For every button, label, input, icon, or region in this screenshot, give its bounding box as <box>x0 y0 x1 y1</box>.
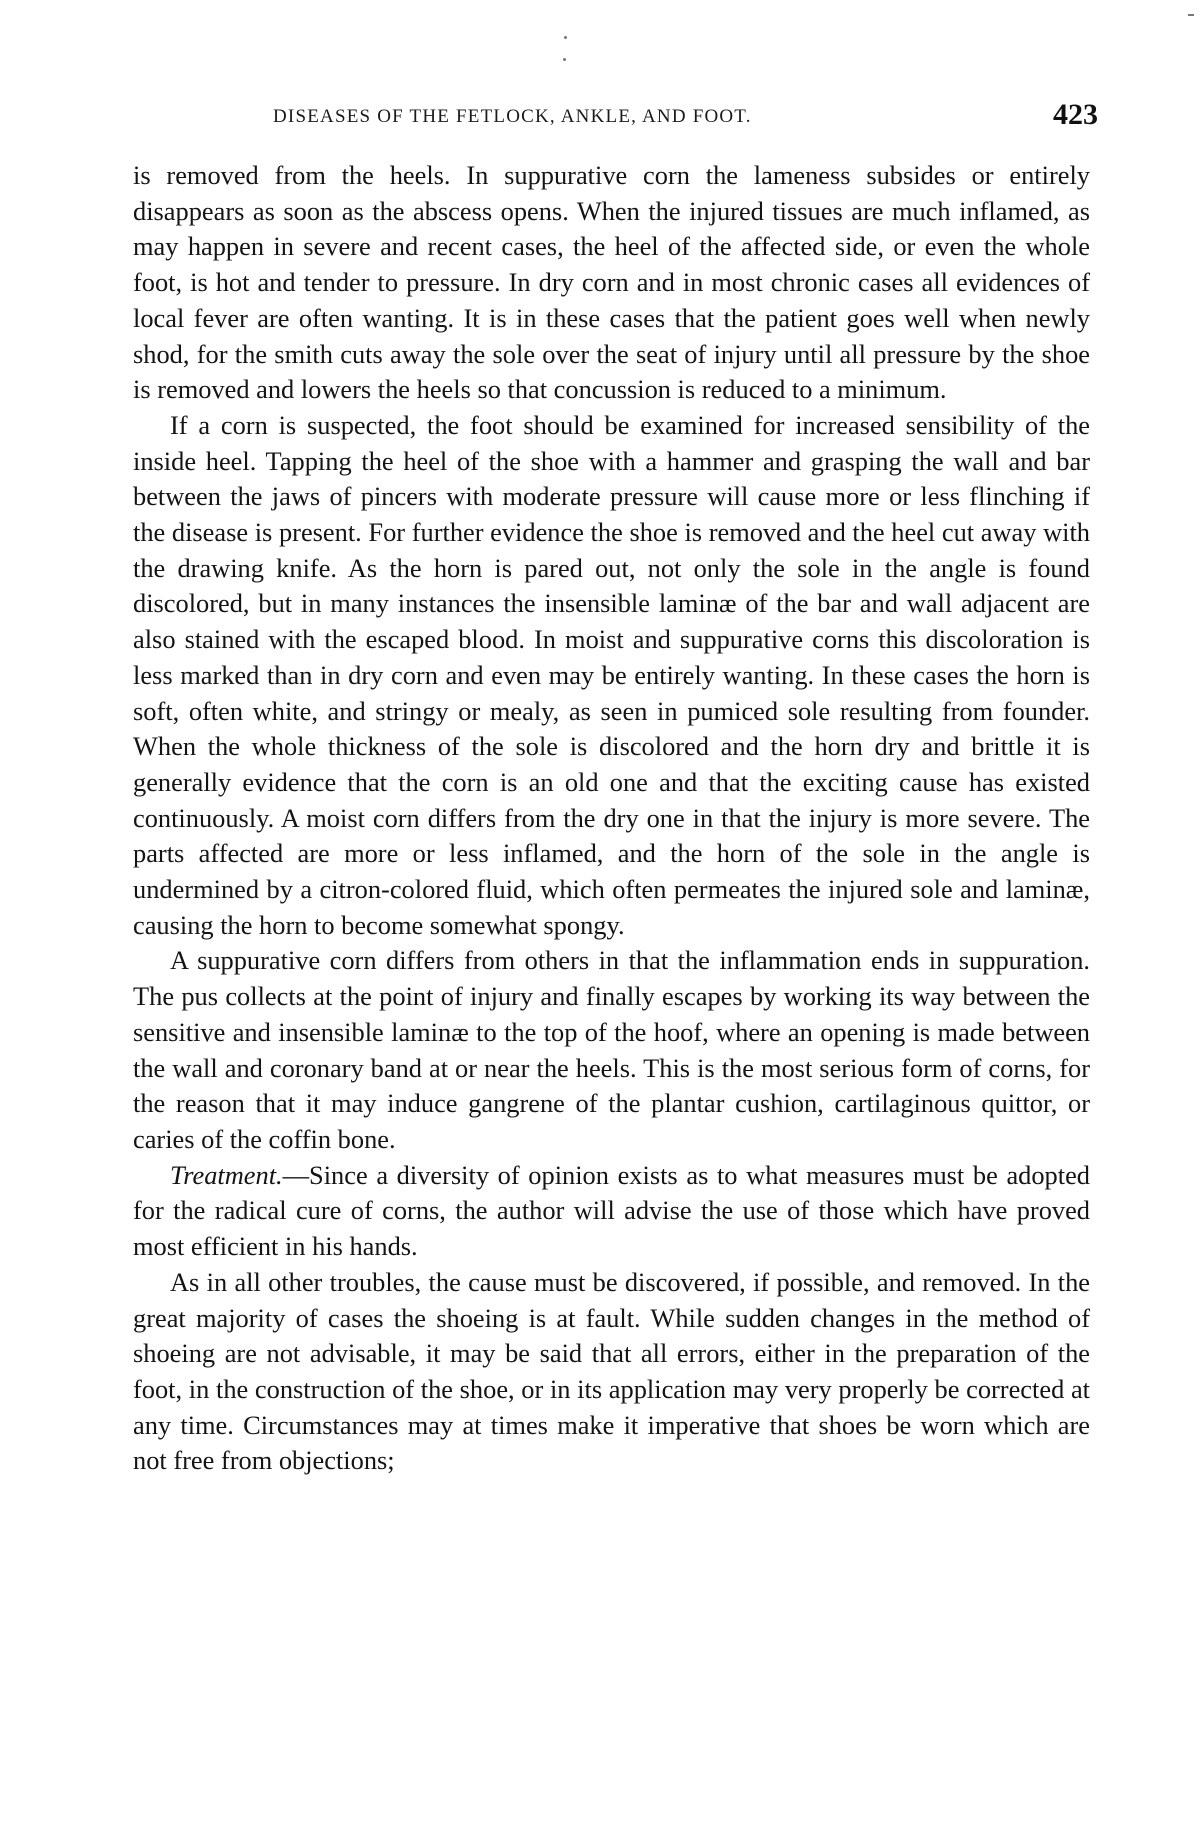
print-speck <box>1188 14 1194 16</box>
treatment-heading: Treatment. <box>170 1159 283 1190</box>
paragraph-treatment <box>133 1158 1090 1265</box>
paragraph-corn-examination: If a corn is suspected, the foot should be examined for increased sensibility of the inside heel. Tapping the heel of the shoe with a hammer and grasping the wall and bar between the jaws of pincers with moderate pressure will cause more or less flinching if the disease is present. For further evidence the shoe is removed and the heel cut away with the drawing knife. As the horn is pared out, not only the sole in the angle is found discolored, but in many instances the insensible laminæ of the bar and wall adjacent are also stained with the escaped blood. In moist and suppurative corns this discoloration is less marked than in dry corn and even may be entirely wanting. In these cases the horn is soft, often white, and stringy or mealy, as seen in pumiced sole resulting from founder. When the whole thickness of the sole is discolored and the horn dry and brittle it is generally evidence that the corn is an old one and that the exciting cause has existed continuously. A moist corn differs from the dry one in that the injury is more severe. The parts affected are more or less inflamed, and the horn of the sole in the angle is undermined by a citron-colored fluid, which often permeates the injured sole and laminæ, causing the horn to become somewhat spongy. <box>133 409 1090 940</box>
body-text <box>133 158 1090 1479</box>
print-speck <box>563 58 566 61</box>
treatment-text: —Since a diversity of opinion exists as to what measures must be adopted for the radical cure of corns, the author will advise the use of those which have proved most efficient in his hands. <box>133 1159 1090 1262</box>
paragraph-suppurative-corn: A suppurative corn differs from others in that the inflammation ends in suppuration. The pus collects at the point of injury and finally escapes by working its way between the sensitive and insensible laminæ to the top of the hoof, where an opening is made between the wall and coronary band at or near the heels. This is the most serious form of corns, for the reason that it may induce gangrene of the plantar cushion, cartilaginous quittor, or caries of the coffin bone. <box>133 945 1090 1154</box>
running-head <box>128 98 1098 138</box>
running-title: DISEASES OF THE FETLOCK, ANKLE, AND FOOT. <box>273 106 752 127</box>
paragraph-cause-removal: As in all other troubles, the cause must be discovered, if possible, and removed. In the great majority of cases the shoeing is at fault. While sudden changes in the method of shoeing are not advisable, it may be said that all errors, either in the preparation of the foot, in the construction of the shoe, or in its application may very properly be corrected at any time. Circumstances may at times make it imperative that shoes be worn which are not free from objections; <box>133 1266 1090 1476</box>
print-speck <box>564 36 567 39</box>
page-number: 423 <box>1053 98 1098 131</box>
paragraph-continued: is removed from the heels. In suppurative corn the lameness subsides or entirely disappears as soon as the abscess opens. When the injured tissues are much inflamed, as may happen in severe and recent cases, the heel of the affected side, or even the whole foot, is hot and tender to pressure. In dry corn and in most chronic cases all evidences of local fever are often wanting. It is in these cases that the patient goes well when newly shod, for the smith cuts away the sole over the seat of injury until all pressure by the shoe is removed and lowers the heels so that concussion is reduced to a minimum. <box>133 160 1090 405</box>
